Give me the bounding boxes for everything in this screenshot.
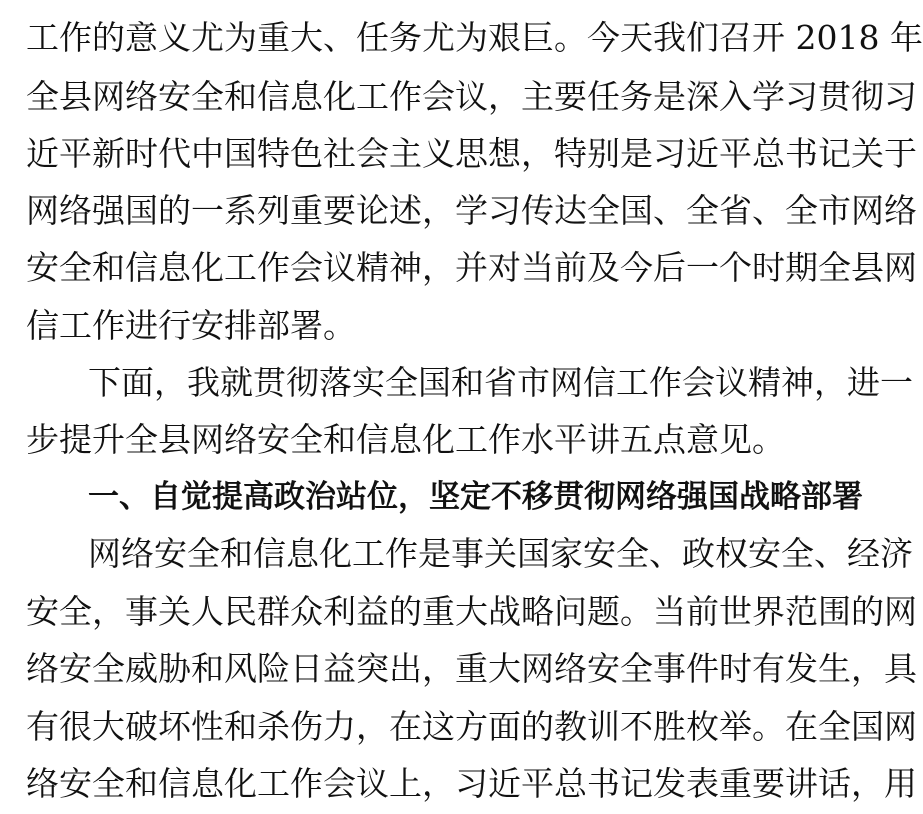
text-line-7: 下面，我就贯彻落实全国和省市网信工作会议精神，进一 xyxy=(88,363,913,402)
text-line-11: 安全，事关人民群众利益的重大战略问题。当前世界范围的网 xyxy=(26,592,917,631)
text-line-14: 络安全和信息化工作会议上，习近平总书记发表重要讲话，用 xyxy=(26,764,917,803)
text-line-4: 网络强国的一系列重要论述，学习传达全国、全省、全市网络 xyxy=(26,191,917,230)
text-line-6: 信工作进行安排部署。 xyxy=(26,306,356,345)
section-heading-1: 一、自觉提高政治站位，坚定不移贯彻网络强国战略部署 xyxy=(88,479,863,515)
text-line-12: 络安全威胁和风险日益突出，重大网络安全事件时有发生，具 xyxy=(26,649,917,688)
text-line-5: 安全和信息化工作会议精神，并对当前及今后一个时期全县网 xyxy=(26,248,917,287)
text-line-2: 全县网络安全和信息化工作会议，主要任务是深入学习贯彻习 xyxy=(26,77,917,116)
text-line-1: 工作的意义尤为重大、任务尤为艰巨。今天我们召开 2018 年 xyxy=(26,18,923,57)
text-line-10: 网络安全和信息化工作是事关国家安全、政权安全、经济 xyxy=(88,534,913,573)
text-line-3: 近平新时代中国特色社会主义思想，特别是习近平总书记关于 xyxy=(26,134,917,173)
text-line-8: 步提升全县网络安全和信息化工作水平讲五点意见。 xyxy=(26,420,785,459)
text-line-13: 有很大破坏性和杀伤力，在这方面的教训不胜枚举。在全国网 xyxy=(26,707,917,746)
